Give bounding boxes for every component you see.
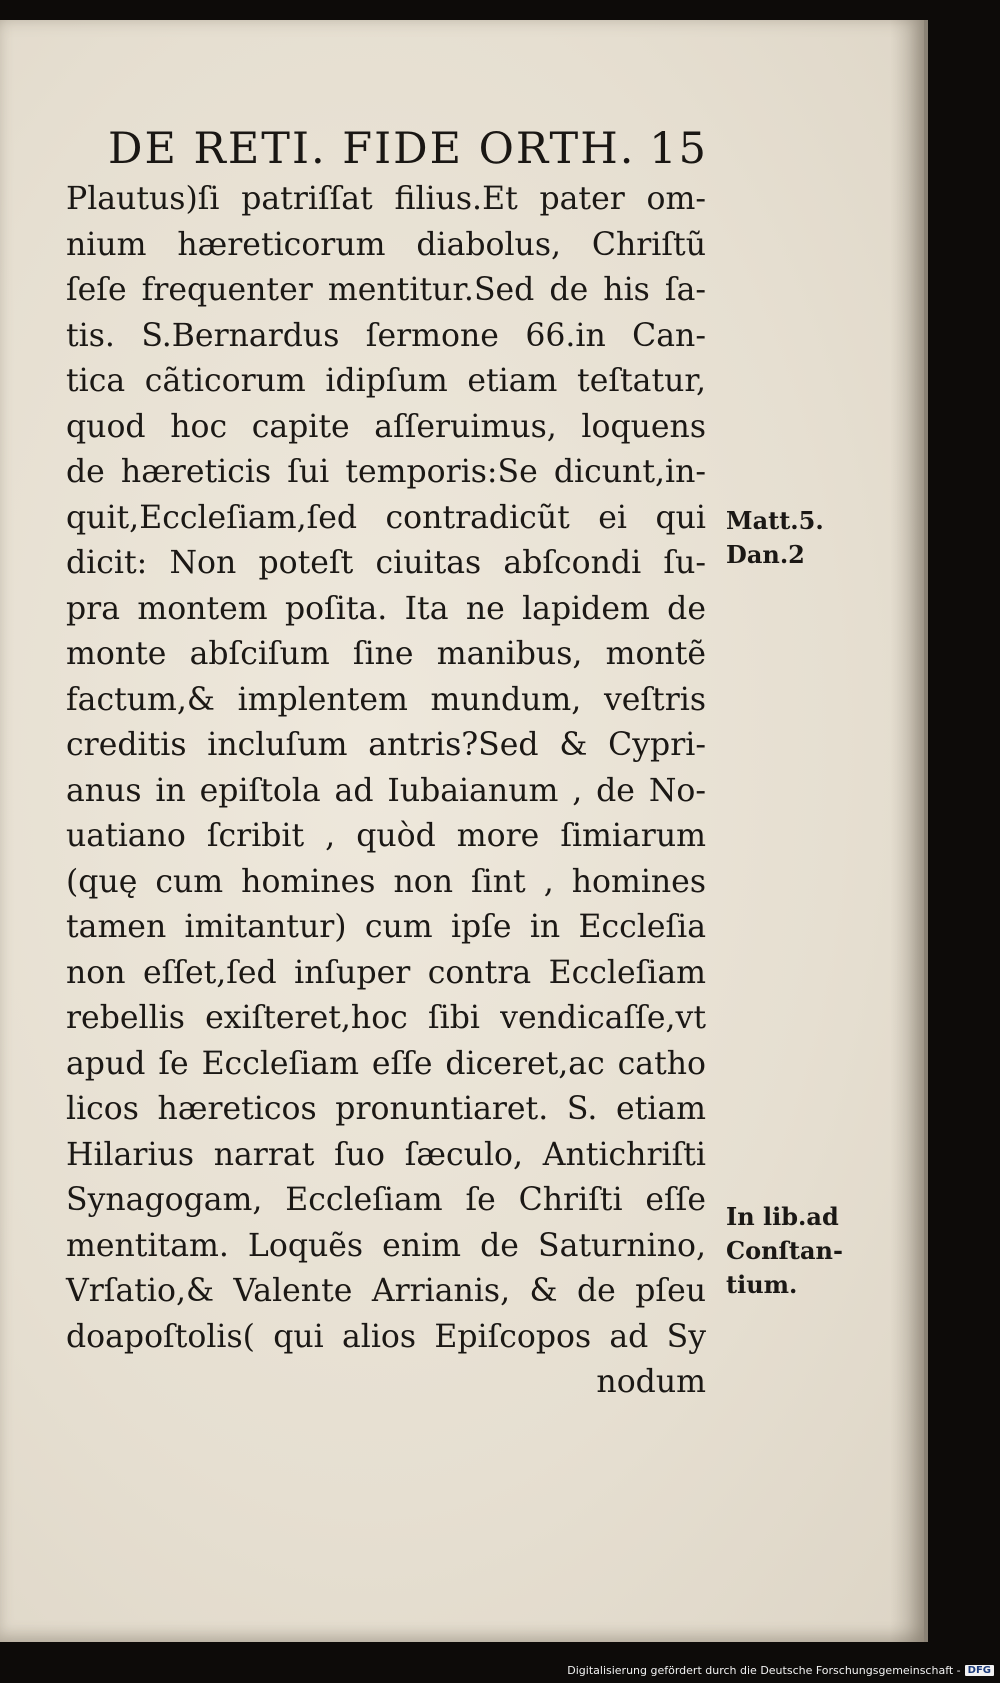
text-line: dicit: Non poteſt ciuitas abſcondi ſu- — [66, 545, 706, 581]
page-number: 15 — [649, 124, 708, 174]
text-line: Vrſatio,& Valente Arrianis, & de pſeu — [66, 1273, 706, 1309]
text-line: anus in epiſtola ad Iubaianum , de No- — [66, 772, 706, 809]
text-line: uatiano ſcribit , quòd more ſimiarum — [66, 818, 706, 854]
text-line: (quę cum homines non ſint , homines — [66, 863, 706, 900]
running-head — [108, 124, 708, 184]
text-line: pra montem poſita. Ita ne lapidem de — [66, 590, 706, 627]
text-line: Hilarius narrat ſuo ſæculo, Antichriſti — [66, 1136, 706, 1173]
text-line: apud ſe Eccleſiam eſſe diceret,ac catho — [66, 1045, 706, 1082]
page-edge-shadow — [890, 20, 924, 1642]
digitization-credit — [567, 1661, 994, 1679]
text-line: factum,& implentem mundum, veſtris — [66, 681, 706, 718]
text-line: tica cãticorum idipſum etiam teſtatur, — [66, 363, 706, 399]
text-line: mentitam. Loquẽs enim de Saturnino, — [66, 1227, 706, 1264]
text-line: doapoſtolis( qui alios Epiſcopos ad Sy — [66, 1318, 706, 1355]
marginal-note-line: In lib.ad — [726, 1202, 839, 1231]
text-line: non eſſet,ſed inſuper contra Eccleſiam — [66, 954, 706, 991]
marginal-note-line: Dan.2 — [726, 540, 805, 569]
marginal-note-line: Conſtan- — [726, 1236, 843, 1265]
running-title: DE RETI. FIDE ORTH. — [108, 124, 636, 174]
marginal-note-line: tium. — [726, 1270, 798, 1299]
text-line: ſeſe frequenter mentitur.Sed de his ſa- — [66, 272, 706, 308]
text-line: de hæreticis ſui temporis:Se dicunt,in- — [66, 454, 706, 490]
text-line: nium hæreticorum diabolus, Chriſtũ — [66, 226, 706, 263]
book-page — [0, 20, 928, 1642]
text-line: licos hæreticos pronuntiaret. S. etiam — [66, 1091, 706, 1127]
text-line: quit,Eccleſiam,ſed contradicũt ei qui — [66, 499, 706, 536]
text-line: quod hoc capite aſſeruimus, loquens — [66, 408, 706, 445]
marginal-note-constantium — [726, 1200, 843, 1302]
text-line: tis. S.Bernardus ſermone 66.in Can- — [66, 317, 706, 354]
text-line: monte abſciſum ſine manibus, montẽ — [66, 636, 706, 672]
dfg-logo: DFG — [965, 1665, 994, 1676]
text-line: Synagogam, Eccleſiam ſe Chriſti eſſe — [66, 1182, 706, 1218]
text-line: tamen imitantur) cum ipſe in Eccleſia — [66, 909, 706, 945]
text-line: rebellis exiſteret,hoc ſibi vendicaſſe,vt — [66, 1000, 706, 1036]
marginal-note-matthew-daniel — [726, 504, 824, 572]
text-line: Plautus)ſi patriſſat filius.Et pater om- — [66, 181, 706, 217]
marginal-note-line: Matt.5. — [726, 506, 824, 535]
body-text — [66, 177, 706, 1406]
credit-text: Digitalisierung gefördert durch die Deutsche Forschungsgemeinschaft - — [567, 1663, 961, 1677]
text-line: creditis incluſum antris?Sed & Cypri- — [66, 727, 706, 763]
catchword: nodum — [596, 1364, 706, 1400]
